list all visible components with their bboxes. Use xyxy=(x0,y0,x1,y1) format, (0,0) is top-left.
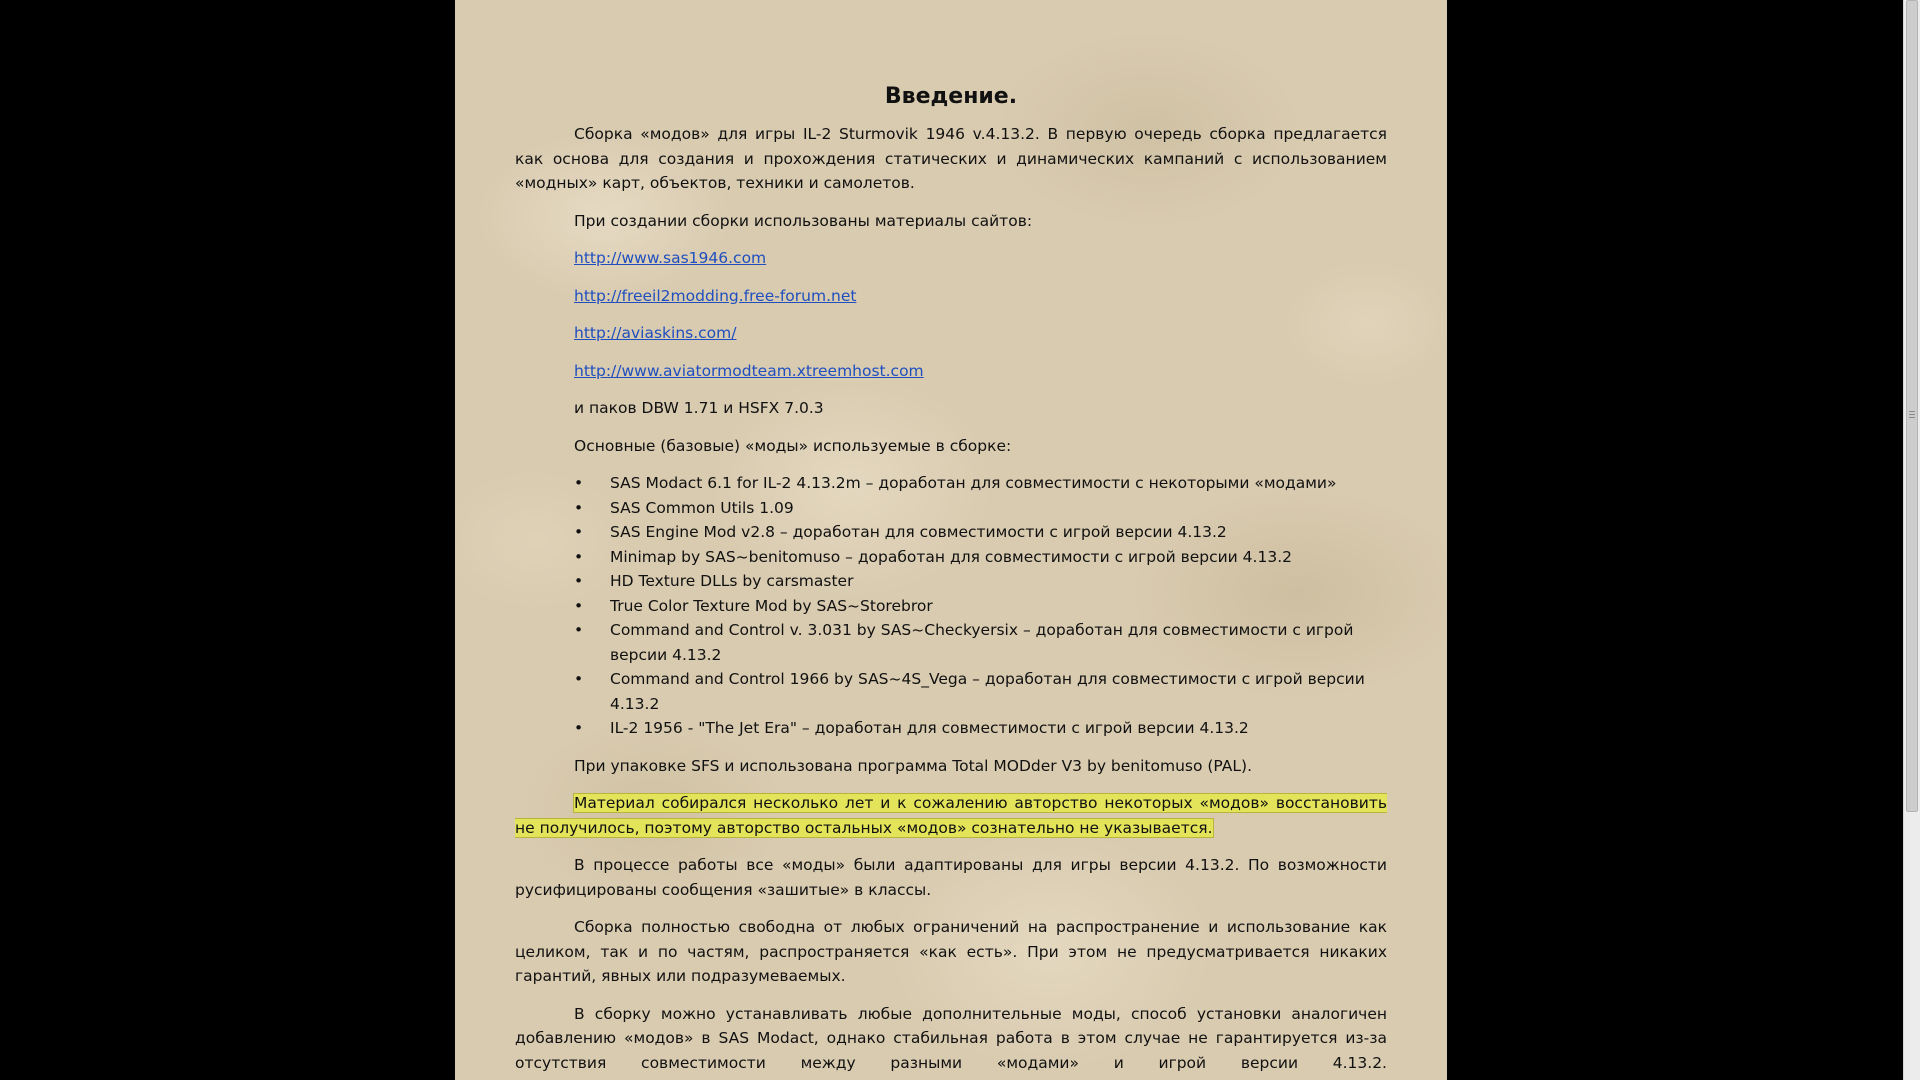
link-row-aviaskins xyxy=(515,321,1387,346)
mods-list xyxy=(515,471,1387,741)
list-item xyxy=(515,496,1387,521)
bullet-icon: • xyxy=(574,719,584,737)
intro-paragraph: Сборка «модов» для игры IL-2 Sturmovik 1946 v.4.13.2. В первую очередь сборка предлагается как основа для создания и прохождения статических и динамических кампаний с использованием «модных» карт, объектов, техники и самолетов. xyxy=(515,125,1387,192)
mod-item-text: IL-2 1956 - "The Jet Era" – доработан для совместимости с игрой версии 4.13.2 xyxy=(610,719,1249,737)
adapted-paragraph: В процессе работы все «моды» были адаптированы для игры версии 4.13.2. По возможности русифицированы сообщения «зашитые» в классы. xyxy=(515,856,1387,899)
link-row-freeil2modding xyxy=(515,284,1387,309)
document-page xyxy=(455,0,1447,1080)
packs-paragraph: и паков DBW 1.71 и HSFX 7.0.3 xyxy=(574,399,824,417)
list-item xyxy=(515,716,1387,741)
link-sas1946[interactable]: http://www.sas1946.com xyxy=(574,249,767,267)
grip-line-icon xyxy=(1909,411,1915,412)
mod-item-text: HD Texture DLLs by carsmaster xyxy=(610,572,854,590)
bullet-icon: • xyxy=(574,547,584,566)
page-title: Введение. xyxy=(884,84,1018,109)
packing-paragraph: При упаковке SFS и использована программа Total MODder V3 by benitomuso (PAL). xyxy=(574,756,1253,775)
list-item xyxy=(515,594,1387,619)
bullet-icon: • xyxy=(574,670,584,688)
link-row-sas1946 xyxy=(515,246,1387,271)
sources-intro: При создании сборки использованы материалы сайтов: xyxy=(574,211,1033,230)
mod-item-text: Minimap by SAS~benitomuso – доработан для совместимости с игрой версии 4.13.2 xyxy=(610,547,1292,566)
mod-item-text: Command and Control v. 3.031 by SAS~Checkyersix – доработан для совместимости с игрой версии 4.13.2 xyxy=(610,621,1354,664)
bullet-icon: • xyxy=(574,621,584,639)
bullet-icon: • xyxy=(574,498,584,517)
mods-intro: Основные (базовые) «моды» используемые в сборке: xyxy=(574,436,1012,455)
list-item xyxy=(515,569,1387,594)
link-aviaskins[interactable]: http://aviaskins.com/ xyxy=(574,324,737,342)
bullet-icon: • xyxy=(574,474,584,492)
mod-item-text: Command and Control 1966 by SAS~4S_Vega – доработан для совместимости с игрой версии 4.13.2 xyxy=(610,670,1365,713)
list-item xyxy=(515,471,1387,496)
mod-item-text: SAS Modact 6.1 for IL-2 4.13.2m – доработан для совместимости с некоторыми «модами» xyxy=(610,474,1337,492)
link-row-aviatormodteam xyxy=(515,359,1387,384)
mod-item-text: SAS Common Utils 1.09 xyxy=(610,498,794,517)
install-paragraph: В сборку можно устанавливать любые дополнительные моды, способ установки аналогичен добавлению «модов» в SAS Modact, однако стабильная работа в этом случае не гарантируется из-за отсутствия совместимости между разными «модами» и игрой версии 4.13.2. xyxy=(515,1004,1387,1072)
license-paragraph: Сборка полностью свободна от любых ограничений на распространение и использование как целиком, так и по частям, распространяется «как есть». При этом не предусматривается никаких гарантий, явных или подразумеваемых. xyxy=(515,918,1387,985)
list-item xyxy=(515,618,1387,667)
list-item xyxy=(515,545,1387,570)
mod-item-text: True Color Texture Mod by SAS~Storebror xyxy=(610,596,933,615)
document-content xyxy=(515,82,1387,1080)
link-aviatormodteam[interactable]: http://www.aviatormodteam.xtreemhost.com xyxy=(574,361,924,380)
bullet-icon: • xyxy=(574,523,584,541)
vertical-scrollbar[interactable] xyxy=(1903,0,1920,1080)
bullet-icon: • xyxy=(574,596,584,615)
highlighted-text: Материал собирался несколько лет и к сожалению авторство некоторых «модов» восстановить не получилось, поэтому авторство остальных «модов» сознательно не указывается. xyxy=(515,794,1387,837)
grip-line-icon xyxy=(1909,414,1915,415)
bullet-icon: • xyxy=(574,572,584,590)
mod-item-text: SAS Engine Mod v2.8 – доработан для совместимости с игрой версии 4.13.2 xyxy=(610,523,1227,541)
list-item xyxy=(515,520,1387,545)
grip-line-icon xyxy=(1909,417,1915,418)
highlighted-paragraph xyxy=(515,791,1387,840)
scrollbar-thumb[interactable] xyxy=(1906,0,1918,812)
list-item xyxy=(515,667,1387,716)
link-freeil2modding[interactable]: http://freeil2modding.free-forum.net xyxy=(574,286,857,305)
